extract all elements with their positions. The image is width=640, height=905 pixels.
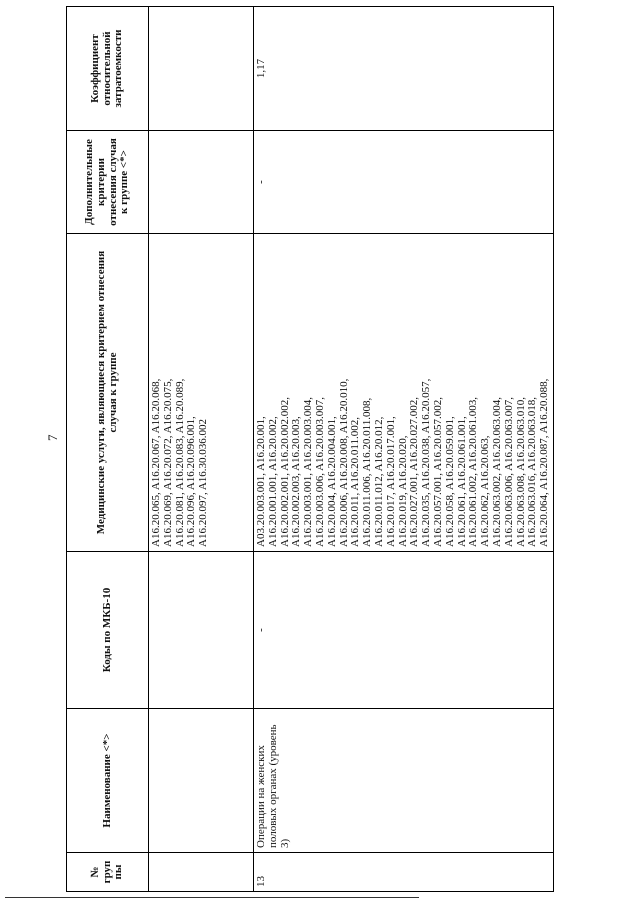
service-codes-line: A16.20.017, A16.20.017.001, (384, 416, 397, 547)
cell-number (149, 853, 254, 892)
cell-name (149, 709, 254, 853)
service-codes-line: A16.20.035, A16.20.038, A16.20.057, (420, 378, 433, 547)
service-codes-line: A16.20.011, A16.20.011.002, (349, 417, 362, 547)
header-name: Наименование <*> (67, 709, 149, 853)
service-codes-line: A16.20.002.001, A16.20.002.002, (278, 396, 291, 547)
cell-mkb: - (254, 552, 554, 709)
service-codes-line: A16.20.057.001, A16.20.057.002, (431, 396, 444, 547)
service-codes-line: A16.20.001.001, A16.20.002, (266, 416, 279, 547)
table-row-13 (254, 7, 554, 892)
scan-bottom-rule (5, 897, 419, 898)
service-codes-line: A16.20.006, A16.20.008, A16.20.010, (337, 378, 350, 547)
service-codes-line: A16.20.063.008, A16.20.063.010, (514, 396, 527, 547)
service-codes-line: A16.20.027.001, A16.20.027.002, (408, 396, 421, 547)
ksg-table (66, 6, 554, 892)
service-codes-line: A03.20.003.001, A16.20.001, (255, 416, 267, 547)
service-codes-line: A16.20.063.002, A16.20.063.004, (490, 396, 503, 547)
service-codes-line: A16.20.061, A16.20.061.001, (455, 416, 468, 547)
service-codes-line: A16.20.097, A16.30.036.002 (197, 418, 210, 547)
service-codes-line: A16.20.002.003, A16.20.003, (290, 416, 303, 547)
cell-mkb (149, 552, 254, 709)
cell-coefficient: 1,17 (254, 7, 554, 131)
service-codes-line: A16.20.069, A16.20.072, A16.20.075, (161, 378, 174, 547)
cell-services (149, 234, 254, 552)
cell-extra-criteria: - (254, 131, 554, 234)
service-codes-line: A16.20.061.002, A16.20.061.003, (467, 396, 480, 547)
service-codes-line: A16.20.065, A16.20.067, A16.20.068, (150, 378, 162, 547)
cell-name: Операции на женских половых органах (уровень 3) (254, 709, 554, 853)
service-codes-line: A16.20.064, A16.20.087, A16.20.088, (538, 378, 551, 547)
cell-coefficient (149, 7, 254, 131)
cell-extra-criteria (149, 131, 254, 234)
service-codes-line: A16.20.081, A16.20.083, A16.20.089, (173, 378, 186, 547)
header-extra-criteria: Дополнительные критерии отнесения случая к группе <*> (67, 131, 149, 234)
page-number: 7 (45, 434, 60, 441)
service-codes-line: A16.20.096, A16.20.096.001, (185, 416, 198, 547)
table-row-continuation (149, 7, 254, 892)
cell-services (254, 234, 554, 552)
table-header-row (67, 7, 149, 892)
header-mkb-codes: Коды по МКБ-10 (67, 552, 149, 709)
rotated-table-sheet (66, 7, 560, 892)
service-codes-line: A16.20.011.006, A16.20.011.008, (361, 397, 374, 547)
service-codes-line: A16.20.058, A16.20.059.001, (443, 416, 456, 547)
header-medical-services: Медицинские услуги, являющиеся критерием отнесения случая к группе (67, 234, 149, 552)
service-codes-line: A16.20.063.016, A16.20.063.018, (526, 396, 539, 547)
service-codes-line: A16.20.063.006, A16.20.063.007, (502, 396, 515, 547)
service-codes-line: A16.20.062, A16.20.063, (479, 435, 492, 547)
service-codes-line: A16.20.003.001, A16.20.003.004, (302, 396, 315, 547)
service-codes-line: A16.20.004, A16.20.004.001, (325, 416, 338, 547)
header-coefficient: Коэффициент относительной затратоемкости (67, 7, 149, 131)
service-codes-line: A16.20.019, A16.20.020, (396, 435, 409, 547)
service-codes-line: A16.20.011.012, A16.20.012, (372, 416, 385, 547)
header-group-number: № груп пы (67, 853, 149, 892)
service-codes-line: A16.20.003.006, A16.20.003.007, (313, 396, 326, 547)
cell-number: 13 (254, 853, 554, 892)
